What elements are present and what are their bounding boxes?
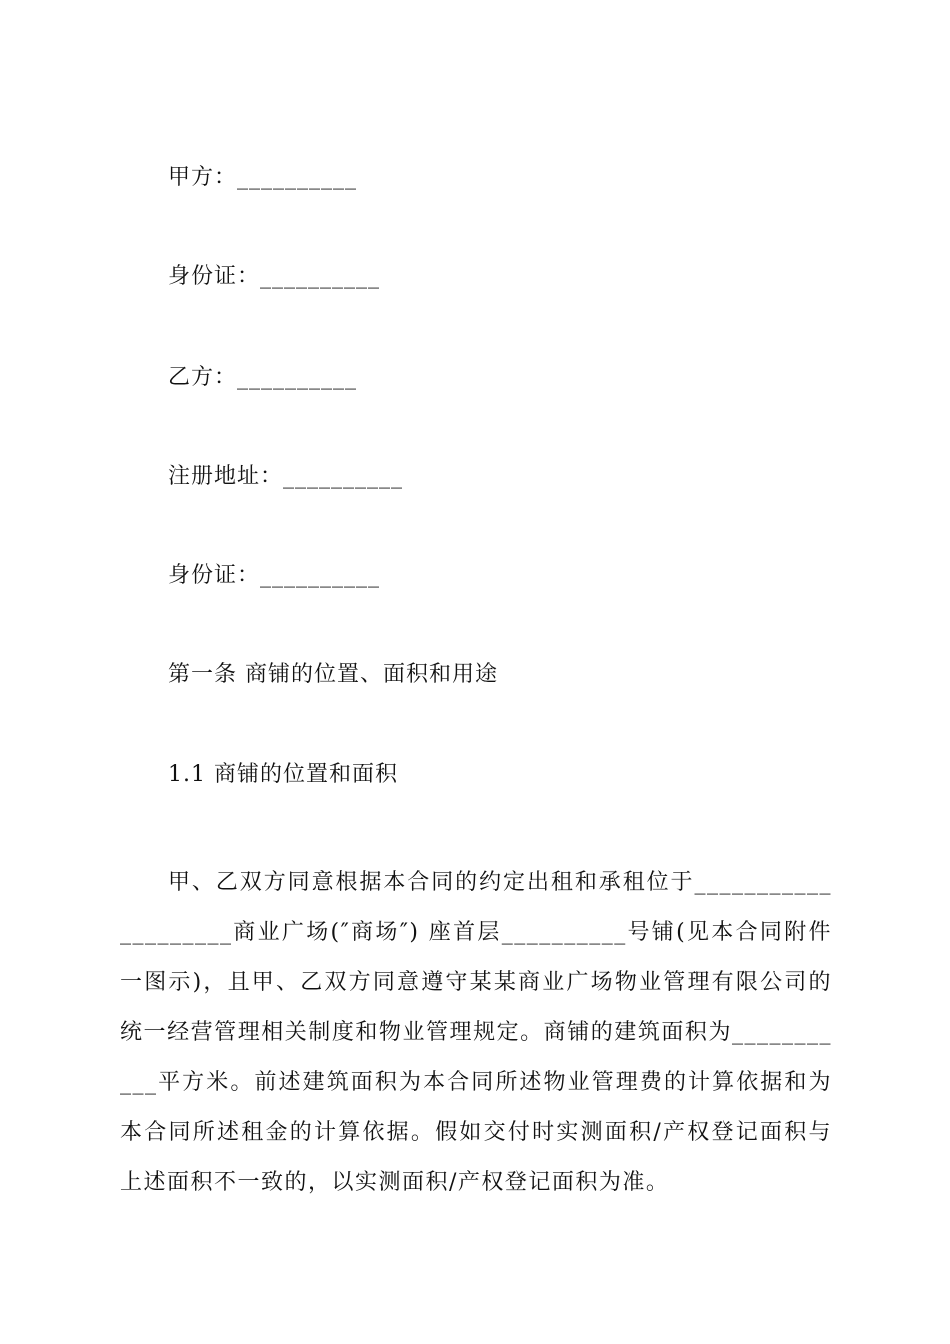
id-card-field-1: 身份证：__________ (168, 264, 381, 289)
section-1-1-heading: 1.1 商铺的位置和面积 (168, 762, 398, 787)
registered-address-field: 注册地址：__________ (168, 464, 404, 489)
article-1-heading: 第一条 商铺的位置、面积和用途 (168, 662, 498, 687)
section-1-1-body: 甲、乙双方同意根据本合同的约定出租和承租位于____________________商业广场(″商场″) 座首层__________号铺(见本合同附件一图示)，且甲、乙双方同意遵守某某商业广场物业管理有限公司的统一经营管理相关制度和物业管理规定。商铺的建筑面积为___________平方米。前述建筑面积为本合同所述物业管理费的计算依据和为本合同所述租金的计算依据。假如交付时实测面积/产权登记面积与上述面积不一致的，以实测面积/产权登记面积为准。 (120, 870, 832, 1195)
party-b-field: 乙方：__________ (168, 365, 358, 390)
party-a-field: 甲方：__________ (168, 165, 358, 190)
id-card-field-2: 身份证：__________ (168, 563, 381, 588)
